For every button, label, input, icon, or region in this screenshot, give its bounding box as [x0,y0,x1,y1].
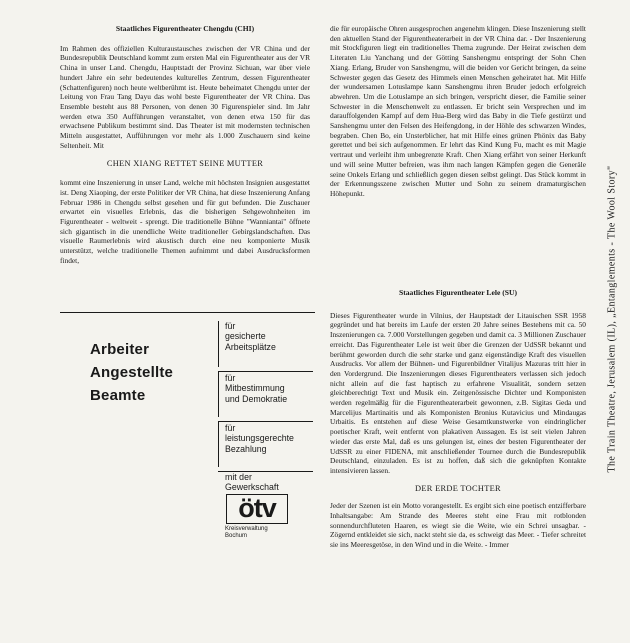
right-column-bottom [330,288,586,550]
ad-vertical-rule [218,421,219,467]
left-column [60,24,310,265]
ad-vertical-rule [218,371,219,417]
otv-logo: ötv [226,494,288,524]
ad-with-union: mit der Gewerkschaft [225,472,279,493]
ad-word-arbeiter: Arbeiter [90,341,150,358]
ad-item-pay: für leistungsgerechte Bezahlung [225,423,294,454]
ad-district: Kreisverwaltung Bochum [225,526,268,539]
play-title-chen-xiang: CHEN XIANG RETTET SEINE MUTTER [106,159,264,169]
right-column-top [330,24,586,199]
union-advertisement [60,312,315,643]
side-caption [602,0,622,638]
ad-rule [218,421,313,422]
ad-word-angestellte: Angestellte [90,364,174,381]
play-title-erde-tochter: DER ERDE TOCHTER [415,483,501,493]
chengdu-heading: Staatliches Figurentheater Chengdu (CHI) [115,24,255,33]
chengdu-story: die für europäische Ohren ausgesprochen angenehm klingen. Diese Inszenierung stellt den aktuellen Stand der Figurentheaterarbeit in der VR China dar. - Der Inszenierung mit Stockfiguren liegt ein traditionelles Thema zugrunde. Der Heirat zwischen dem Literaten Liu Yanchang und der Götting Sanshengmu entspringt der Sohn Chen Xiang. Erlang, Bruder von Sanshengmu, will die beiden vor Gericht bringen, da seine Schwester gegen das Gesetz des Himmels einen Menschen geheiratet hat. Mit Hilfe der wundersamen Lotuslampe kann Sanshengmu ihren Bruder jedoch erfolgreich abwehren. Um die Lotuslampe an sich bringen, verspricht dieser, die Familie seiner Schwester in die Menschenwelt zu entlassen. Er bricht sein Versprechen und im darauffolgenden Kampf auf dem Hua-Berg wird das Baby in die Tiefe gestürzt und Sanshengmu unter den Felsen des Heifengdong, in der Höhle des schwarzen Windes, begraben. Chen Bo, ein Unsterblicher, hat mit Hilfe eines grünen Phönix das Baby gerettet und bei sich aufgenommen. Er lehrt das Kind Kung Fu, macht es mit Magie vertraut und verleiht ihm unbegrenzte Kraft. Chen Xiang erfährt von seiner Herkunft und will seine Mutter befreien, was ihm nach langen Kämpfen gegen die Generäle seine Onkels Erlang und schließlich gegen diesen selbst gelingt. Das Stück kommt in der Erkennungsszene zwischen Mutter und Sohn zu seinem dramaturgischen Höhepunkt. [330,24,586,198]
side-caption-text: The Train Theatre, Jerusalem (IL), „Entanglements - The Wool Story" [606,165,618,473]
lele-play-text: Jeder der Szenen ist ein Motto vorangestellt. Es ergibt sich eine poetisch entzifferbare Inhaltsangabe: Am Strande des Meeres steht eine Frau mit rotblonden sonnendurchfluteten Haaren, es wiegt sie die Weite, wie ein Schrei unsagbar. - Zögernd entkleidet sie sich, nackt steht sie da, es schweigt das Meer. - Tiefer schreitet sie ins Meeresgetöse, in den Wind und in die Weite. - Immer [330,501,586,550]
ad-item-codetermination: für Mitbestimmung und Demokratie [225,373,288,404]
ad-item-jobs: für gesicherte Arbeitsplätze [225,321,276,352]
chengdu-intro: Im Rahmen des offiziellen Kulturaustausches zwischen der VR China und der Bundesrepublik Deutschland kommt zum ersten Mal ein Figurentheater aus der VR China in unser Land. Chengdu, Hauptstadt der Provinz Sichuan, war über viele hundert Jahre ein sehr bedeutendes kulturelles Zentrum, dessen Figurentheater (Schattenfiguren) noch heute weltberühmt ist. Heute beheimatet Chengdu unter der Leitung von Frau Tang Dayu das wohl beste Figurentheater der VR China. Das Ensemble besteht aus 88 Personen, von denen 30 Figurenspieler sind. Im Jahr werden etwa 350 Aufführungen veranstaltet, von denen etwa 150 für das erwachsene Publikum bestimmt sind. Das Theater ist mit modernsten technischen Mitteln ausgestattet, Aufführungen vor mehr als 1.000 Zuschauern sind keine Seltenheit. Mit [60,43,310,150]
ad-word-beamte: Beamte [90,387,146,404]
ad-vertical-rule [218,321,219,367]
lele-heading: Staatliches Figurentheater Lele (SU) [398,288,518,297]
ad-rule [218,371,313,372]
lele-intro: Dieses Figurentheater wurde in Vilnius, der Hauptstadt der Litauischen SSR 1958 gegründet und hat bereits im Laufe der ersten 20 Jahre seines Bestehens mit ca. 50 Inszenierungen ca. 7.000 Vorstellungen gegeben und damit ca. 3 Millionen Zuschauer erreicht. Das Figurentheater Lele ist weit über die Grenzen der UdSSR bekannt und berühmt geworden durch die sehr starke und ganz eigenständige Kraft des visuellen Ausdrucks. Vor allem der Bühnen- und Figurenbildner Vitalijus Mazuras tritt hier in den Vordergrund. Die Inszenierungen dieses Figurentheaters verlassen sich jedoch nicht allein auf die fast haptisch zu erfahrene Visualität, sondern setzen gleichberechtigt Text und Musik ein. Zeitgenössische Dichter und Komponisten werden regelmäßig für die Figurentheaterarbeit gewonnen, z.B. Sigitas Geda und Marcelijus Martinaitis und als Komponisten Bronius Kutavicius und Mindaugas Urbaitis. Es entstehen auf diese Weise Gesamtkunstwerke von eindringlicher poetischer Kraft, weit entfernt von plakativen Aussagen. Es ist seit vielen Jahren wieder das erste Mal, daß es uns gelungen ist, eines der besten Figurentheater der UdSSR zu einer FIDENA, mit anschließender Tournee durch die Bundesrepublik Deutschland, einzuladen. Es ist zu hoffen, daß sich die geknüpften Kontakte intensivieren lassen. [330,310,586,475]
chengdu-play-text: kommt eine Inszenierung in unser Land, welche mit höchsten Insignien ausgestattet ist. Deng Xiaoping, der erste Politiker der VR China, hat diese Inszenierung Anfang Februar 1986 in Chengdu selbst gesehen und für gut befunden. Die Zuschauer erwartet ein visuelles Erlebnis, das die bisherigen Sehgewohnheiten im Figurentheater - weltweit - sprengt. Die traditionelle Bühne "Wanniantai" öffnete sich gigantisch in die unendliche Weite traditioneller Gebirgslandschaften. Das visuelle Raumerlebnis wird akustisch durch eine neu komponierte Musik unterstützt, welche traditionelle Themen aufnimmt und dabei Ausdrucksformen findet, [60,178,310,265]
